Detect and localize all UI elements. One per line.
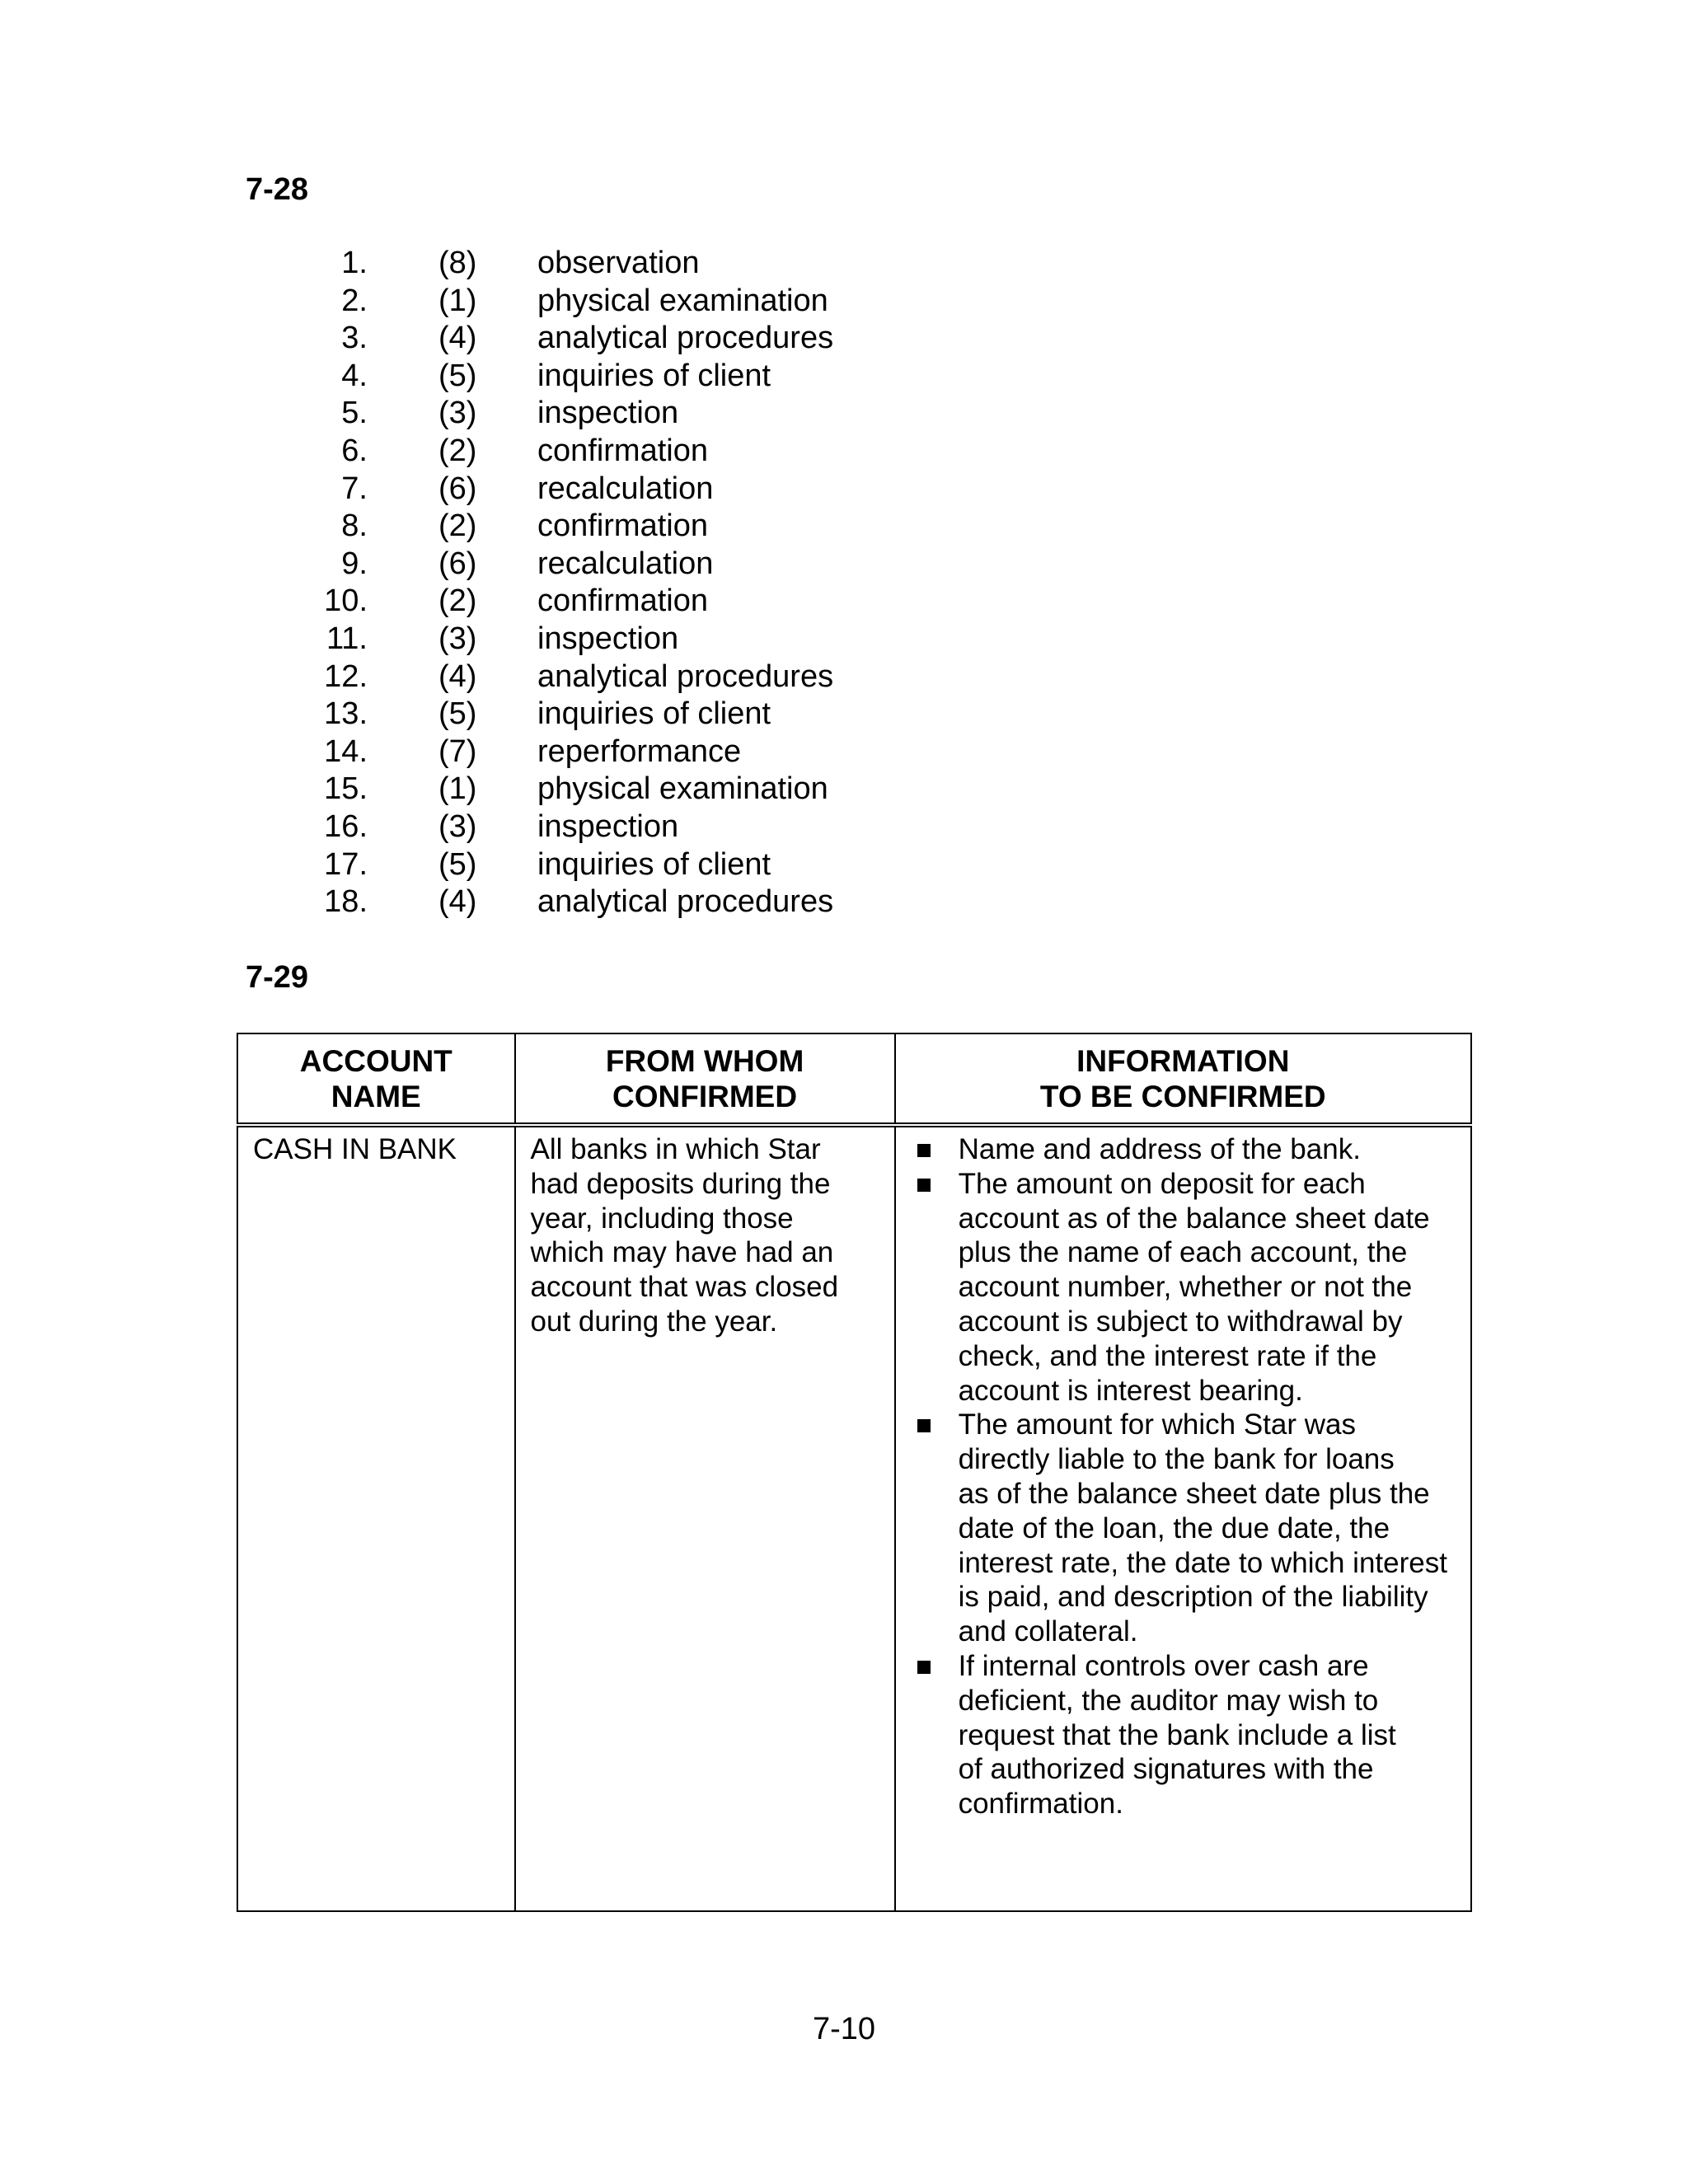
cell-information [895, 1125, 1471, 1911]
answer-procedure: inspection [537, 621, 679, 656]
answer-row [297, 283, 956, 321]
header-whom-line-1: FROM WHOM [605, 1043, 804, 1078]
answer-row [297, 658, 956, 696]
answer-row [297, 471, 956, 509]
answer-procedure: analytical procedures [537, 884, 834, 920]
answer-row [297, 433, 956, 471]
header-whom-line-2: CONFIRMED [612, 1079, 798, 1113]
information-list [911, 1132, 1456, 1821]
answer-procedure: recalculation [537, 471, 714, 506]
answer-code: (1) [438, 771, 477, 807]
answer-code: (5) [438, 846, 477, 882]
square-bullet-icon [917, 1661, 931, 1674]
answer-number: 6. [341, 433, 368, 468]
answer-number: 16. [324, 808, 368, 844]
answer-row [297, 546, 956, 583]
header-account-line-1: ACCOUNT [299, 1043, 452, 1078]
answer-procedure: confirmation [537, 583, 708, 619]
answer-procedure: physical examination [537, 771, 828, 807]
answer-number: 9. [341, 546, 368, 581]
answer-number: 17. [324, 846, 368, 882]
square-bullet-icon [917, 1179, 931, 1192]
answer-row [297, 696, 956, 733]
section-heading-7-29: 7-29 [246, 960, 309, 995]
answer-procedure: observation [537, 246, 700, 280]
answer-code: (3) [438, 396, 477, 431]
square-bullet-icon [917, 1144, 931, 1157]
answer-number: 13. [324, 696, 368, 732]
answer-number: 15. [324, 771, 368, 807]
answer-row [297, 883, 956, 921]
answer-number: 8. [341, 509, 368, 544]
answer-row [297, 320, 956, 358]
answer-row [297, 621, 956, 658]
answer-procedure: recalculation [537, 546, 714, 581]
answer-procedure: inspection [537, 396, 679, 431]
answer-procedure: confirmation [537, 433, 708, 468]
answer-code: (2) [438, 433, 477, 468]
page-number: 7-10 [812, 2012, 876, 2046]
answer-code: (6) [438, 546, 477, 581]
cell-from-whom [515, 1125, 895, 1911]
answer-row [297, 245, 956, 283]
answer-number: 14. [324, 733, 368, 769]
answer-code: (3) [438, 621, 477, 656]
answer-code: (5) [438, 358, 477, 393]
answer-number: 1. [341, 246, 368, 280]
header-info-line-1: INFORMATION [1076, 1043, 1290, 1078]
information-text: The amount for which Star was directly liable to the bank for loans as of the balance sheet date plus the date of the loan, the due date, the interest rate, the date to which interest is paid, and description of the liability and collateral. [958, 1408, 1447, 1648]
answer-number: 10. [324, 583, 368, 619]
answer-code: (4) [438, 321, 477, 356]
answer-row [297, 846, 956, 884]
answer-code: (1) [438, 283, 477, 318]
section-heading-7-28: 7-28 [246, 172, 309, 207]
information-item [911, 1408, 1456, 1649]
information-item [911, 1167, 1456, 1408]
answer-number: 5. [341, 396, 368, 431]
answer-procedure: inquiries of client [537, 846, 771, 882]
answer-list [297, 245, 956, 921]
answer-row [297, 771, 956, 808]
answer-number: 2. [341, 283, 368, 318]
answer-number: 12. [324, 658, 368, 694]
answer-row [297, 583, 956, 621]
information-text: The amount on deposit for each account as of the balance sheet date plus the name of each account, the account number, whether or not the account is subject to withdrawal by check, and the interest rate if the account is interest bearing. [958, 1167, 1430, 1407]
answer-code: (5) [438, 696, 477, 732]
answer-code: (2) [438, 509, 477, 544]
information-item [911, 1649, 1456, 1821]
answer-number: 4. [341, 358, 368, 393]
answer-row [297, 733, 956, 771]
answer-procedure: confirmation [537, 509, 708, 544]
header-info-line-2: TO BE CONFIRMED [1039, 1079, 1326, 1113]
answer-procedure: inquiries of client [537, 696, 771, 732]
confirmation-table [237, 1033, 1472, 1912]
answer-procedure: reperformance [537, 733, 742, 769]
header-information [895, 1033, 1471, 1125]
answer-code: (6) [438, 471, 477, 506]
information-text: Name and address of the bank. [958, 1133, 1361, 1165]
answer-code: (7) [438, 733, 477, 769]
answer-code: (8) [438, 246, 477, 280]
answer-procedure: physical examination [537, 283, 828, 318]
header-account-line-2: NAME [331, 1079, 421, 1113]
information-item [911, 1132, 1456, 1167]
from-whom-text: All banks in which Star had deposits during the year, including those which may have had an account that was closed out during the year. [530, 1133, 839, 1338]
table-row [237, 1125, 1471, 1911]
answer-number: 18. [324, 884, 368, 920]
header-account-name [237, 1033, 515, 1125]
answer-row [297, 508, 956, 546]
answer-number: 3. [341, 321, 368, 356]
answer-row [297, 395, 956, 433]
cell-account-name: CASH IN BANK [237, 1125, 515, 1911]
square-bullet-icon [917, 1419, 931, 1432]
answer-row [297, 358, 956, 396]
answer-code: (4) [438, 884, 477, 920]
answer-number: 7. [341, 471, 368, 506]
header-from-whom [515, 1033, 895, 1125]
answer-code: (3) [438, 808, 477, 844]
answer-number: 11. [326, 621, 368, 656]
answer-procedure: analytical procedures [537, 321, 834, 356]
answer-row [297, 808, 956, 846]
information-text: If internal controls over cash are deficient, the auditor may wish to request that the bank include a list of authorized signatures with the confirmation. [958, 1649, 1396, 1821]
answer-procedure: inquiries of client [537, 358, 771, 393]
answer-code: (4) [438, 658, 477, 694]
answer-procedure: inspection [537, 808, 679, 844]
answer-procedure: analytical procedures [537, 658, 834, 694]
table-header-row [237, 1033, 1471, 1125]
answer-code: (2) [438, 583, 477, 619]
